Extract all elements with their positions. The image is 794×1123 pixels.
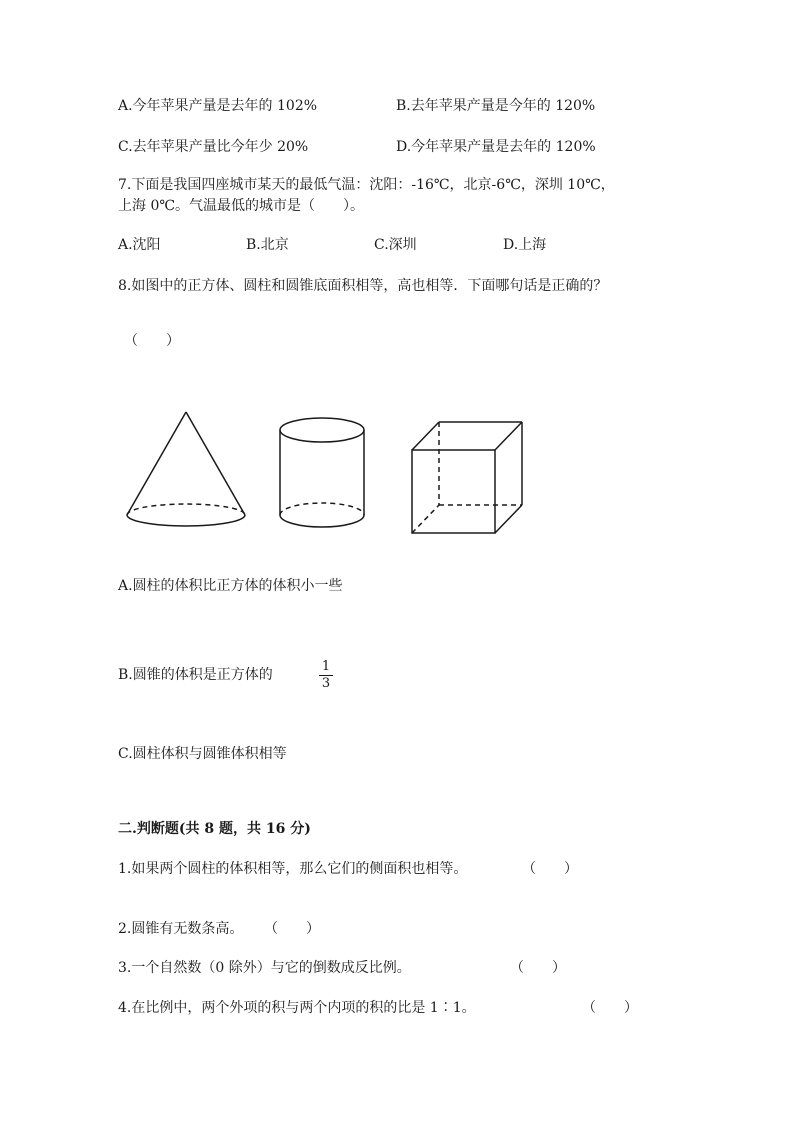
q7-stem-line1: 7.下面是我国四座城市某天的最低气温：沈阳：-16℃，北京-6℃，深圳 10℃，: [118, 177, 615, 193]
q8-figures: [120, 405, 530, 540]
judge-item-3-blank[interactable]: （ ）: [510, 960, 566, 976]
q6-option-d[interactable]: D.今年苹果产量是去年的 120%: [396, 139, 596, 155]
judge-item-4: 4.在比例中，两个外项的积与两个内项的积的比是 1∶1。: [118, 1000, 476, 1016]
judge-item-1-blank[interactable]: （ ）: [522, 861, 578, 877]
q6-option-c[interactable]: C.去年苹果产量比今年少 20%: [118, 139, 309, 155]
cone-figure: [127, 412, 245, 526]
q6-option-b[interactable]: B.去年苹果产量是今年的 120%: [396, 98, 596, 114]
cylinder-figure: [280, 418, 364, 527]
cube-figure: [412, 422, 522, 533]
q7-option-a[interactable]: A.沈阳: [118, 237, 161, 253]
q8-option-b-fraction: [319, 660, 333, 691]
q8-option-c[interactable]: C.圆柱体积与圆锥体积相等: [118, 746, 287, 762]
q7-option-b[interactable]: B.北京: [246, 237, 289, 253]
judge-item-1: 1.如果两个圆柱的体积相等，那么它们的侧面积也相等。: [118, 861, 468, 877]
fraction-numerator: 1: [321, 659, 331, 674]
q8-option-a[interactable]: A.圆柱的体积比正方体的体积小一些: [118, 578, 343, 594]
judge-item-2: 2.圆锥有无数条高。: [118, 921, 244, 937]
q6-option-a[interactable]: A.今年苹果产量是去年的 102%: [118, 98, 318, 114]
q7-option-c[interactable]: C.深圳: [374, 237, 417, 253]
q7-option-d[interactable]: D.上海: [503, 237, 547, 253]
q7-stem-line2: 上海 0℃。气温最低的城市是（ ）。: [118, 198, 365, 214]
q8-answer-blank[interactable]: （ ）: [124, 333, 180, 349]
q8-option-b[interactable]: B.圆锥的体积是正方体的: [118, 667, 273, 683]
section-heading: 二.判断题(共 8 题，共 16 分): [118, 821, 311, 837]
fraction-denominator: 3: [321, 676, 331, 691]
judge-item-2-blank[interactable]: （ ）: [264, 921, 320, 937]
judge-item-4-blank[interactable]: （ ）: [582, 1000, 638, 1016]
judge-item-3: 3.一个自然数（0 除外）与它的倒数成反比例。: [118, 960, 411, 976]
q8-stem: 8.如图中的正方体、圆柱和圆锥底面积相等，高也相等．下面哪句话是正确的？: [118, 278, 608, 294]
